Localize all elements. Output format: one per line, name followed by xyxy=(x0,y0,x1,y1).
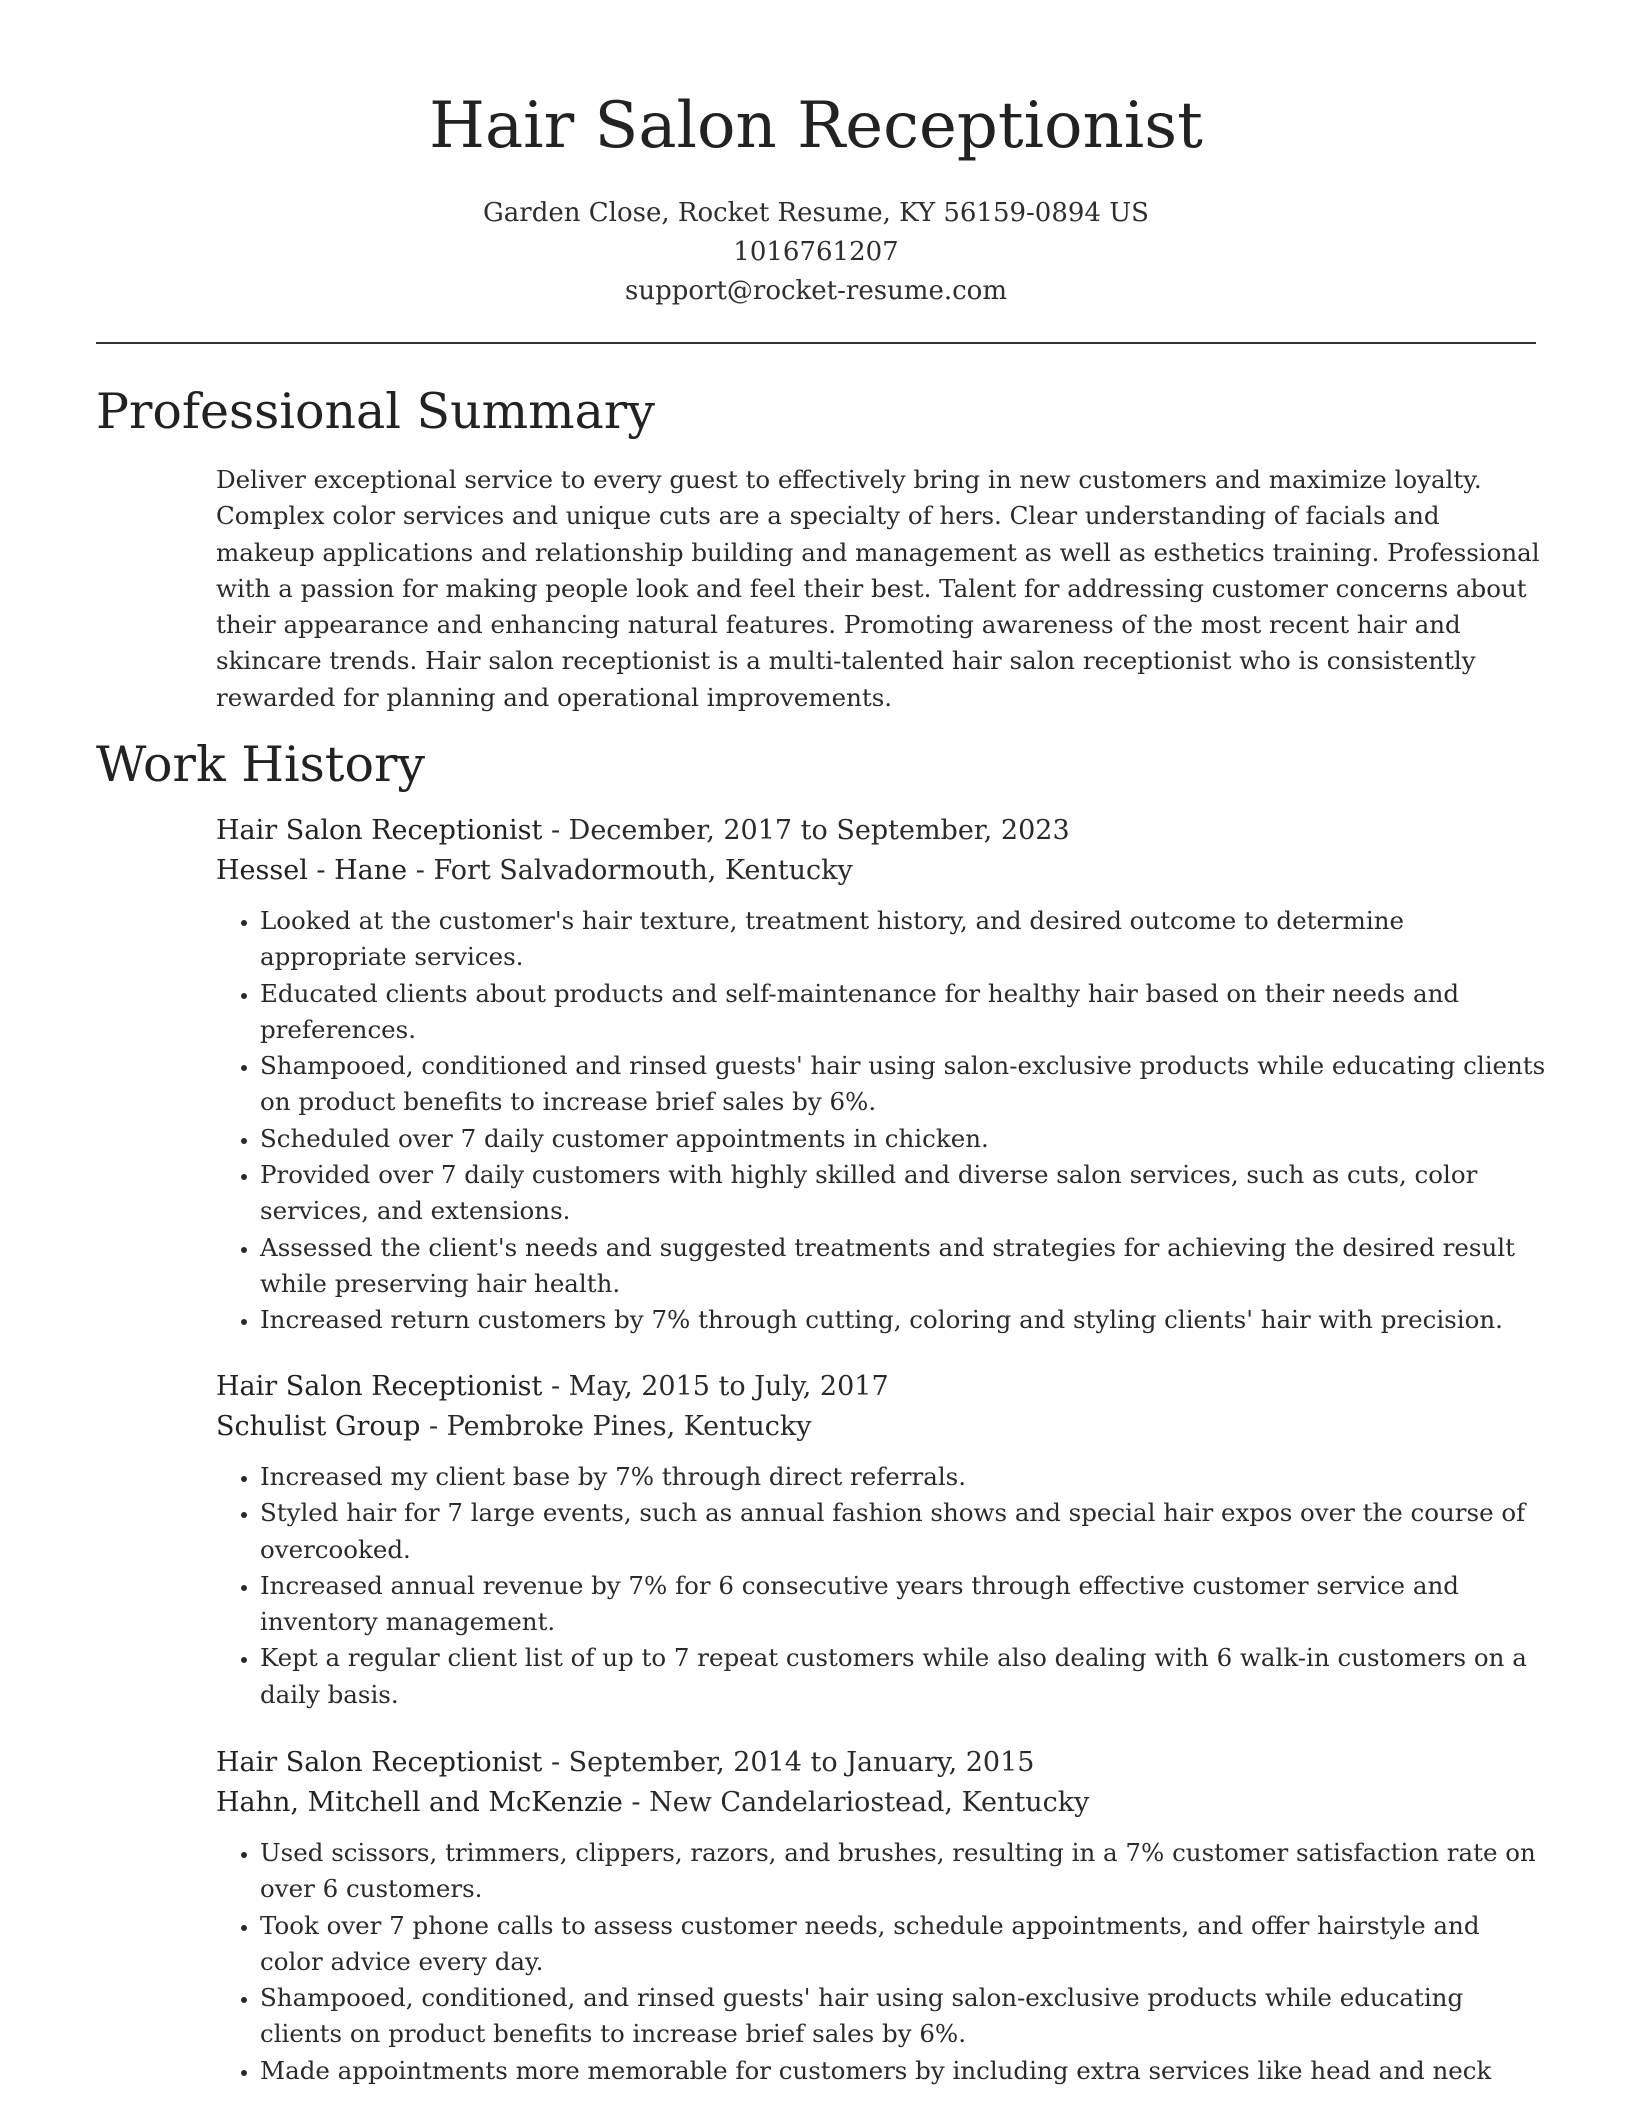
job-bullet: • Increased my client base by 7% through direct referrals. xyxy=(260,1459,1546,1495)
job-bullet: • Shampooed, conditioned and rinsed guests' hair using salon-exclusive products while educating clients on product benefits to increase brief sales by 6%. xyxy=(260,1048,1546,1121)
job-bullet: • Made appointments more memorable for customers by including extra services like head and neck xyxy=(260,2053,1546,2089)
job-bullet: • Kept a regular client list of up to 7 repeat customers while also dealing with 6 walk-in customers on a daily basis. xyxy=(260,1640,1546,1713)
contact-address: Garden Close, Rocket Resume, KY 56159-0894 US xyxy=(483,198,1149,228)
job-company: Hessel - Hane xyxy=(216,855,408,886)
job-company: Schulist Group xyxy=(216,1411,421,1442)
contact-phone: 1016761207 xyxy=(733,237,899,267)
job-title: Hair Salon Receptionist xyxy=(216,1371,543,1402)
job-title: Hair Salon Receptionist xyxy=(216,815,543,846)
job-location: - New Candelariostead, Kentucky xyxy=(622,1787,1090,1818)
job-bullet: • Provided over 7 daily customers with highly skilled and diverse salon services, such as cuts, color services, and extensions. xyxy=(260,1157,1546,1230)
job-bullets xyxy=(216,1835,1546,2089)
candidate-name: Hair Salon Receptionist xyxy=(429,89,1203,163)
job-company-line xyxy=(216,851,1546,891)
job-company: Hahn, Mitchell and McKenzie xyxy=(216,1787,623,1818)
job-title: Hair Salon Receptionist xyxy=(216,1747,543,1778)
job-title-line xyxy=(216,1743,1546,1783)
job-company-line xyxy=(216,1783,1546,1823)
job-entry xyxy=(216,1743,1546,2089)
job-bullet: • Took over 7 phone calls to assess customer needs, schedule appointments, and offer hairstyle and color advice every day. xyxy=(260,1908,1546,1981)
header-divider xyxy=(96,342,1536,344)
job-dates: - May, 2015 to July, 2017 xyxy=(542,1371,889,1402)
job-bullets xyxy=(216,1459,1546,1713)
job-dates: - December, 2017 to September, 2023 xyxy=(542,815,1070,846)
work-history-heading: Work History xyxy=(96,736,426,793)
job-dates: - September, 2014 to January, 2015 xyxy=(542,1747,1035,1778)
contact-email: support@rocket-resume.com xyxy=(624,276,1007,306)
job-company-line xyxy=(216,1407,1546,1447)
job-bullet: • Increased annual revenue by 7% for 6 consecutive years through effective customer service and inventory management. xyxy=(260,1568,1546,1641)
job-bullet: • Increased return customers by 7% through cutting, coloring and styling clients' hair with precision. xyxy=(260,1302,1546,1338)
job-bullet: • Scheduled over 7 daily customer appointments in chicken. xyxy=(260,1121,1546,1157)
job-title-line xyxy=(216,811,1546,851)
resume-header xyxy=(0,0,1632,311)
job-bullet: • Educated clients about products and self-maintenance for healthy hair based on their needs and preferences. xyxy=(260,976,1546,1049)
job-location: - Pembroke Pines, Kentucky xyxy=(420,1411,812,1442)
job-location: - Fort Salvadormouth, Kentucky xyxy=(407,855,853,886)
summary-heading: Professional Summary xyxy=(96,383,655,440)
job-entry xyxy=(216,811,1546,1339)
summary-text: Deliver exceptional service to every guest to effectively bring in new customers and maximize loyalty. Complex color services and unique cuts are a specialty of hers. Clear understanding of facials and makeup applications and relationship building and management as well as esthetics training. Professional with a passion for making people look and feel their best. Talent for addressing customer concerns about their appearance and enhancing natural features. Promoting awareness of the most recent hair and skincare trends. Hair salon receptionist is a multi-talented hair salon receptionist who is consistently rewarded for planning and operational improvements. xyxy=(216,465,1540,712)
job-bullets xyxy=(216,903,1546,1339)
job-bullet: • Shampooed, conditioned, and rinsed guests' hair using salon-exclusive products while educating clients on product benefits to increase brief sales by 6%. xyxy=(260,1980,1546,2053)
job-bullet: • Used scissors, trimmers, clippers, razors, and brushes, resulting in a 7% customer satisfaction rate on over 6 customers. xyxy=(260,1835,1546,1908)
job-title-line xyxy=(216,1367,1546,1407)
job-entry xyxy=(216,1367,1546,1713)
job-bullet: • Looked at the customer's hair texture, treatment history, and desired outcome to determine appropriate services. xyxy=(260,903,1546,976)
contact-block xyxy=(0,194,1632,311)
job-bullet: • Assessed the client's needs and suggested treatments and strategies for achieving the desired result while preserving hair health. xyxy=(260,1230,1546,1303)
job-bullet: • Styled hair for 7 large events, such as annual fashion shows and special hair expos over the course of overcooked. xyxy=(260,1495,1546,1568)
